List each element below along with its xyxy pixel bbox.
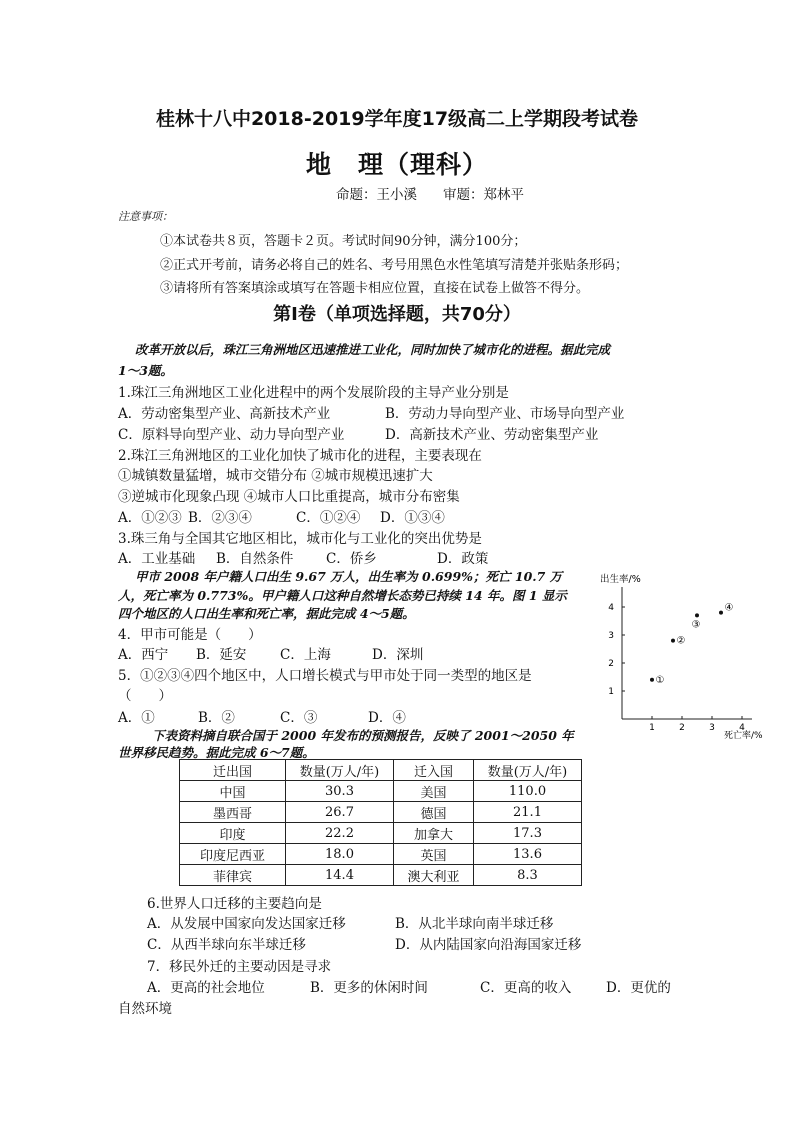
group-stem: 下表资料摘自联合国于 2000 年发布的预测报告，反映了 2001～2050 年 [152,728,574,743]
group-stem: 1～3题。 [118,363,173,378]
option-d: D．从内陆国家向沿海国家迁移 [395,937,582,953]
cell: 30.3 [286,781,394,802]
section-title: 第Ⅰ卷（单项选择题，共70分） [273,304,521,325]
cell: 澳大利亚 [394,865,474,886]
question-4: 4．甲市可能是（ ） [118,627,262,643]
option-c: C．上海 [280,647,331,663]
data-point [695,613,699,617]
option-b: B．延安 [196,647,247,663]
notice-item: ①本试卷共８页，答题卡２页。考试时间90分钟，满分100分； [160,234,527,249]
cell: 印度尼西亚 [180,844,286,865]
option-d: D．深圳 [372,647,424,663]
y-axis-label: 出生率/% [600,574,641,585]
cell: 德国 [394,802,474,823]
option-d: D．④ [368,710,406,726]
question-2: 2.珠江三角洲地区的工业化加快了城市化的进程，主要表现在 [118,448,482,464]
y-tick-label: 2 [608,659,614,669]
author: 命题：王小溪 [336,187,417,203]
y-tick-label: 3 [608,631,614,641]
group-stem: 甲市 2008 年户籍人口出生 9.67 万人，出生率为 0.699%；死亡 10.7 万 [135,569,563,584]
x-tick-label: 1 [649,723,655,733]
x-tick-label: 2 [679,723,685,733]
option-b: B．劳动力导向型产业、市场导向型产业 [385,406,625,422]
option-c: C．从西半球向东半球迁移 [147,937,306,953]
point-label: ④ [724,602,734,614]
group-stem: 世界移民趋势。据此完成 6～7题。 [118,745,315,760]
cell: 110.0 [474,781,582,802]
option-a: A．西宁 [118,647,169,663]
birth-death-rate-chart [594,568,774,744]
option-c: C．更高的收入 [480,980,572,996]
x-axis-label: 死亡率/% [724,731,763,741]
y-tick-label: 4 [608,603,614,613]
option-a: A．劳动密集型产业、高新技术产业 [118,406,331,422]
statement-line: ③逆城市化现象凸现 ④城市人口比重提高，城市分布密集 [118,489,460,505]
group-stem: 四个地区的人口出生率和死亡率，据此完成 4～5题。 [118,606,415,621]
option-d: D．①③④ [380,510,445,526]
option-b: B．②③④ [188,510,252,526]
x-tick-label: 4 [739,723,745,733]
cell: 墨西哥 [180,802,286,823]
table-row [180,844,582,865]
option-c: C．原料导向型产业、动力导向型产业 [118,427,345,443]
statement-line: ①城镇数量猛增，城市交错分布 ②城市规模迅速扩大 [118,468,433,484]
cell: 8.3 [474,865,582,886]
table-row [180,865,582,886]
option-b: B．自然条件 [216,551,294,567]
option-a: A．① [118,710,155,726]
option-d: D．更优的 [606,980,671,996]
cell: 印度 [180,823,286,844]
cell: 22.2 [286,823,394,844]
col-header: 迁出国 [180,760,286,781]
table-row [180,781,582,802]
option-b: B．从北半球向南半球迁移 [395,916,554,932]
exam-title: 桂林十八中2018-2019学年度17级高二上学期段考试卷 [155,108,639,130]
option-b: B．② [198,710,235,726]
data-point [671,639,675,643]
cell: 中国 [180,781,286,802]
question-5: 5．①②③④四个地区中，人口增长模式与甲市处于同一类型的地区是 [118,668,532,684]
author-line [336,183,524,203]
question-3: 3.珠三角与全国其它地区相比，城市化与工业化的突出优势是 [118,531,482,547]
point-label: ② [676,635,686,647]
subject-title: 地 理（理科） [305,150,488,179]
option-b: B．更多的休闲时间 [310,980,428,996]
answer-paren: （ ） [118,688,172,704]
option-a: A．工业基础 [118,551,196,567]
col-header: 数量(万人/年) [286,760,394,781]
notice-heading: 注意事项： [118,210,173,223]
option-c: C．侨乡 [326,551,377,567]
group-stem: 改革开放以后，珠江三角洲地区迅速推进工业化，同时加快了城市化的进程。据此完成 [135,342,611,357]
y-tick-label: 1 [608,687,614,697]
col-header: 迁入国 [394,760,474,781]
reviewer: 审题：郑林平 [443,187,524,203]
table-header-row [180,760,582,781]
option-a: A．从发展中国家向发达国家迁移 [147,916,346,932]
migration-table [179,759,582,886]
cell: 菲律宾 [180,865,286,886]
cell: 加拿大 [394,823,474,844]
cell: 17.3 [474,823,582,844]
point-label: ③ [691,619,701,631]
notice-item: ②正式开考前，请务必将自己的姓名、考号用黑色水性笔填写清楚并张贴条形码； [160,258,629,273]
cell: 14.4 [286,865,394,886]
option-c: C．①②④ [296,510,361,526]
table-row [180,823,582,844]
cell: 13.6 [474,844,582,865]
question-6: 6.世界人口迁移的主要趋向是 [147,896,322,912]
table-row [180,802,582,823]
data-point [650,678,654,682]
option-d: D．高新技术产业、劳动密集型产业 [385,427,599,443]
cell: 21.1 [474,802,582,823]
option-d-continued: 自然环境 [118,1001,172,1017]
cell: 英国 [394,844,474,865]
option-a: A．更高的社会地位 [147,980,265,996]
col-header: 数量(万人/年) [474,760,582,781]
cell: 18.0 [286,844,394,865]
question-7: 7．移民外迁的主要动因是寻求 [147,959,332,975]
option-d: D．政策 [437,551,489,567]
group-stem: 人，死亡率为 0.773%。甲户籍人口这种自然增长态势已持续 14 年。图 1 显示 [118,588,567,603]
point-label: ① [655,674,665,686]
question-1: 1.珠江三角洲地区工业化进程中的两个发展阶段的主导产业分别是 [118,385,509,401]
data-point [719,611,723,615]
notice-item: ③请将所有答案填涂或填写在答题卡相应位置，直接在试卷上做答不得分。 [160,281,590,296]
option-c: C．③ [280,710,318,726]
cell: 26.7 [286,802,394,823]
cell: 美国 [394,781,474,802]
x-tick-label: 3 [709,723,715,733]
option-a: A．①②③ [118,510,182,526]
